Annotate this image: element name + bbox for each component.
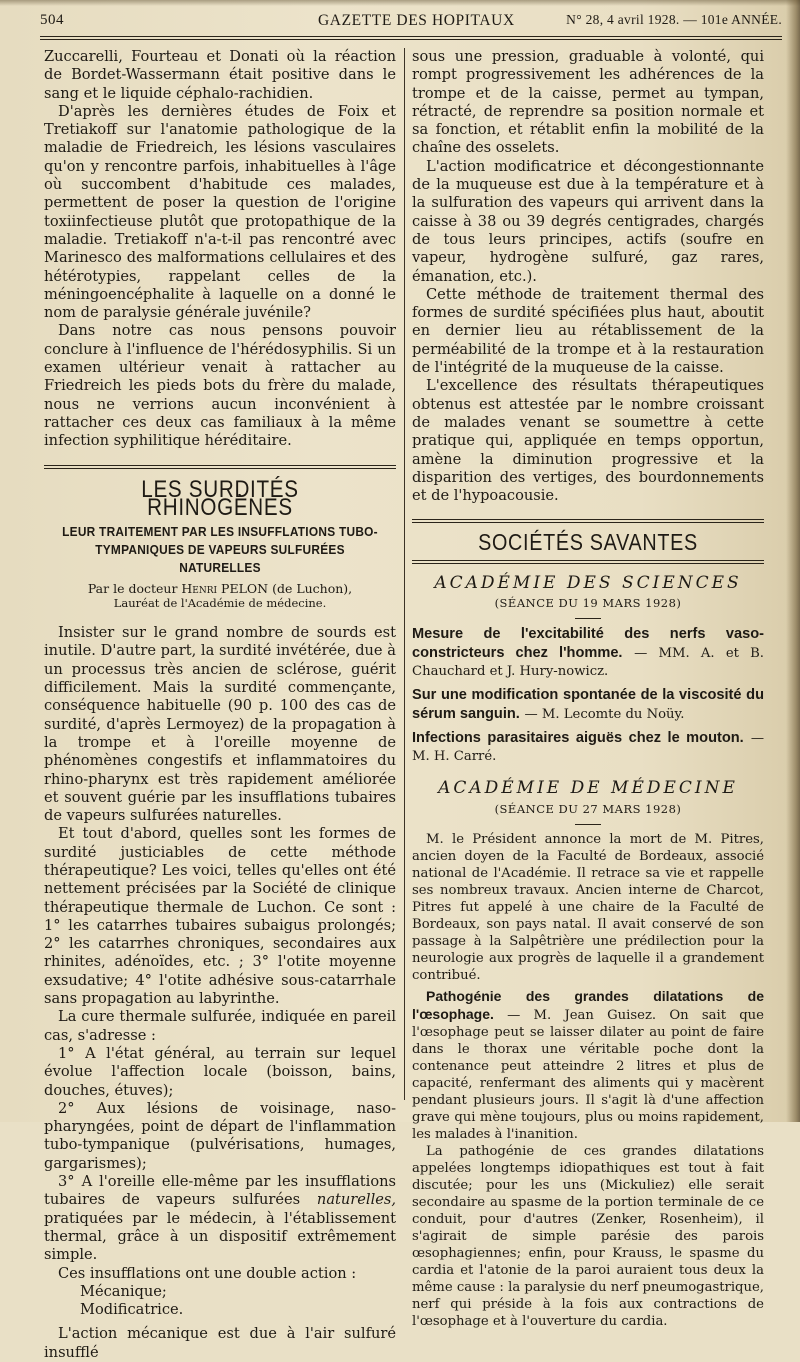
page-header (40, 12, 782, 34)
communication-authors: — M. Lecomte du Noüy. (524, 706, 685, 722)
communication-item (412, 729, 764, 766)
text-run: pratiquées par le médecin, à l'établissement thermal, grâce à un dispositif extrêmement simple. (44, 1209, 396, 1264)
paragraph: Ces insufflations ont une double action : (58, 1264, 357, 1282)
section-title: SOCIÉTÉS SAVANTES (478, 529, 698, 556)
paragraph: La pathogénie de ces grandes dilatations appelées longtemps idiopathiques est tout à fait discutée; pour les uns (Mickuliez) elle serait secondaire au spasme de la portion terminale de ce conduit, pour d'autres (Zenker, Rosenheim), il s'agirait de simple parésie des parois œsophagiennes; enfin, pour Krauss, le spasme du cardia et l'atonie de la paroi auraient tous deux la même cause : la paralysie du nerf pneumogastrique, nerf qui préside à la fois aux contractions de l'œsophage et à l'ouverture du cardia. (412, 1143, 764, 1329)
paragraph: Insister sur le grand nombre de sourds est inutile. D'autre part, la surdité invétérée, due à un processus très ancien de sclérose, guérit difficilement. Mais la surdité commençante, conséquence habituelle (90 p. 100 des cas de surdité, d'après Lermoyez) de la propagation à la trompe et à l'oreille moyenne de phénomènes congestifs et inflammatoires du rhino-pharynx est très rapidement améliorée et souvent guérie par les insufflations tubaires de vapeurs sulfurées naturelles. (44, 624, 396, 825)
communication-title: Sur une modification spontanée de la viscosité du sérum sanguin. (412, 687, 764, 722)
paragraph: La cure thermale sulfurée, indiquée en pareil cas, s'adresse : (44, 1008, 396, 1044)
communication-body: — M. Jean Guisez. On sait que l'œsophage peut se laisser dilater au point de faire dans le thorax une véritable poche dont la contenance peut atteindre 2 litres et plus de capacité, renfermant des aliments qui y macèrent pendant plusieurs jours. Il s'agit là d'une affection grave qui mène toujours, plus ou moins rapidement, les malades à l'inanition. (412, 1007, 764, 1142)
communication-item (412, 686, 764, 723)
author-title: Lauréat de l'Académie de médecine. (113, 596, 327, 611)
communication-title: Pathogénie des grandes dilatations de l'œsophage. (412, 987, 764, 1022)
page-number: 504 (40, 12, 64, 28)
list-item: 2° Aux lésions de voisinage, naso-pharyngées, point de départ de l'inflammation tubo-tympanique (pulvérisations, humages, gargarismes); (44, 1099, 396, 1172)
paragraph: Cette méthode de traitement thermal des formes de surdité spécifiées plus haut, aboutit en dernier lieu au rétablissement de la perméabilité de la trompe et à la restauration de l'intégrité de la muqueuse de la caisse. (412, 285, 764, 377)
author-prefix: Par le docteur (87, 581, 178, 597)
session-date: (SÉANCE DU 19 MARS 1928) (494, 596, 682, 611)
communication-title: Mesure de l'excitabilité des nerfs vaso-constricteurs chez l'homme. (412, 626, 764, 661)
communication-authors: — MM. A. et B. Chauchard et J. Hury-nowicz. (412, 645, 764, 679)
paragraph: L'action mécanique est due à l'air sulfuré insufflé (44, 1325, 396, 1361)
paragraph: L'action modificatrice et décongestionnante de la muqueuse est due à la température et à la sulfuration des vapeurs qui arrivent dans la caisse à 38 ou 39 degrés centigrades, chargés de tous leurs principes, actifs (soufre en vapeur, hydrogène sulfuré, gaz rares, émanation, etc.). (412, 157, 764, 285)
paragraph: M. le Président annonce la mort de M. Pitres, ancien doyen de la Faculté de Bordeaux, associé national de l'Académie. Il retrace sa vie et rappelle ses nombreux travaux. Ancien interne de Charcot, Pitres fut appelé à une chaire de la Faculté de Bordeaux, son pays natal. Il avait conservé de son passage à la Salpêtrière une prédilection pour la neurologie aux progrès de laquelle il a grandement contribué. (412, 831, 764, 983)
paragraph: L'excellence des résultats thérapeutiques obtenus est attestée par le nombre croissant de malades venant se soumettre à cette pratique qui, appliquée en temps opportun, amène la diminution progressive et la disparition des vertiges, des bourdonnements et de l'hypoacousie. (412, 377, 764, 505)
academy-heading: ACADÉMIE DES SCIENCES (434, 572, 742, 593)
text-run: 3° A l'oreille elle-même par les insufflations tubaires de vapeurs sulfurées (44, 1173, 396, 1209)
list-item: Modificatrice. (80, 1301, 184, 1319)
communication-item (412, 988, 764, 1143)
communication-item (412, 625, 764, 680)
page-binding-edge (786, 0, 800, 1122)
paragraph: D'après les dernières études de Foix et Tretiakoff sur l'anatomie pathologique de la maladie de Friedreich, les lésions vasculaires qu'on y rencontre parfois, inhabituelles à l'âge où succombent d'habitude ces malades, permettent de poser la question de l'origine toxiinfectieuse plutôt que protopathique de la maladie. Tretiakoff n'a-t-il pas rencontré avec Marinesco des malformations cellulaires et des hétérotypies, rappelant celles de la méningoencéphalite à laquelle on a donné le nom de paralysie générale juvénile? (44, 102, 396, 322)
column-divider (404, 48, 405, 1100)
list-item (44, 1173, 396, 1264)
paragraph: Et tout d'abord, quelles sont les formes de surdité justiciables de cette méthode thérapeutique? Les voici, telles qu'elles ont été nettement précisées par la Société de clinique thérapeutique thermale de Luchon. Ce sont : 1° les catarrhes tubaires subaigus prolongés; 2° les catarrhes chroniques, secondaires aux rhinites, adénoïdes, etc. ; 3° l'otite moyenne exsudative; 4° l'otite adhésive sous-catarrhale sans propagation au labyrinthe. (44, 825, 396, 1008)
section-rule (44, 465, 396, 469)
author-place: (de Luchon), (272, 581, 353, 597)
communication-title: Infections parasitaires aiguës chez le mouton. (412, 729, 744, 746)
left-column (44, 48, 396, 1362)
author-name: Henri PELON (181, 581, 269, 597)
academy-heading: ACADÉMIE DE MÉDECINE (438, 778, 738, 799)
emphasis: naturelles, (316, 1191, 396, 1209)
header-rule (40, 36, 782, 40)
paragraph: sous une pression, graduable à volonté, qui rompt progressivement les adhérences de la trompe et de la caisse, permet au tympan, rétracté, de reprendre sa position normale et sa fonction, et rétablit enfin la mobilité de la chaîne des osselets. (412, 48, 764, 157)
section-rule (412, 560, 764, 564)
issue-info: N° 28, 4 avril 1928. — 101e ANNÉE. (566, 12, 782, 27)
article-title: LES SURDITÉS RHINOGÈNES (141, 475, 299, 521)
paragraph: Zuccarelli, Fourteau et Donati où la réaction de Bordet-Wassermann était positive dans le sang et le liquide céphalo-rachidien. (44, 48, 396, 102)
list-item: Mécanique; (80, 1282, 167, 1300)
session-date: (SÉANCE DU 27 MARS 1928) (494, 801, 682, 816)
right-column (412, 48, 764, 1330)
page-top-shadow (0, 0, 800, 6)
article-subtitle: LEUR TRAITEMENT PAR LES INSUFFLATIONS TUBO-TYMPANIQUES DE VAPEURS SULFURÉES NATURELLES (62, 524, 378, 576)
author-line (44, 581, 396, 596)
short-rule (575, 824, 601, 825)
short-rule (575, 618, 601, 619)
communication-authors: — M. H. Carré. (412, 730, 765, 765)
journal-title: GAZETTE DES HOPITAUX (318, 12, 515, 29)
list-item: 1° A l'état général, au terrain sur lequel évolue l'affection locale (boisson, bains, douches, étuves); (44, 1044, 396, 1099)
section-rule (412, 519, 764, 523)
paragraph: Dans notre cas nous pensons pouvoir conclure à l'influence de l'hérédosyphilis. Si un examen ultérieur venait à rattacher au Friedreich les pieds bots du frère du malade, nous ne verrions aucun inconvénient à rattacher ces deux cas familiaux à la même infection syphilitique héréditaire. (44, 322, 396, 450)
